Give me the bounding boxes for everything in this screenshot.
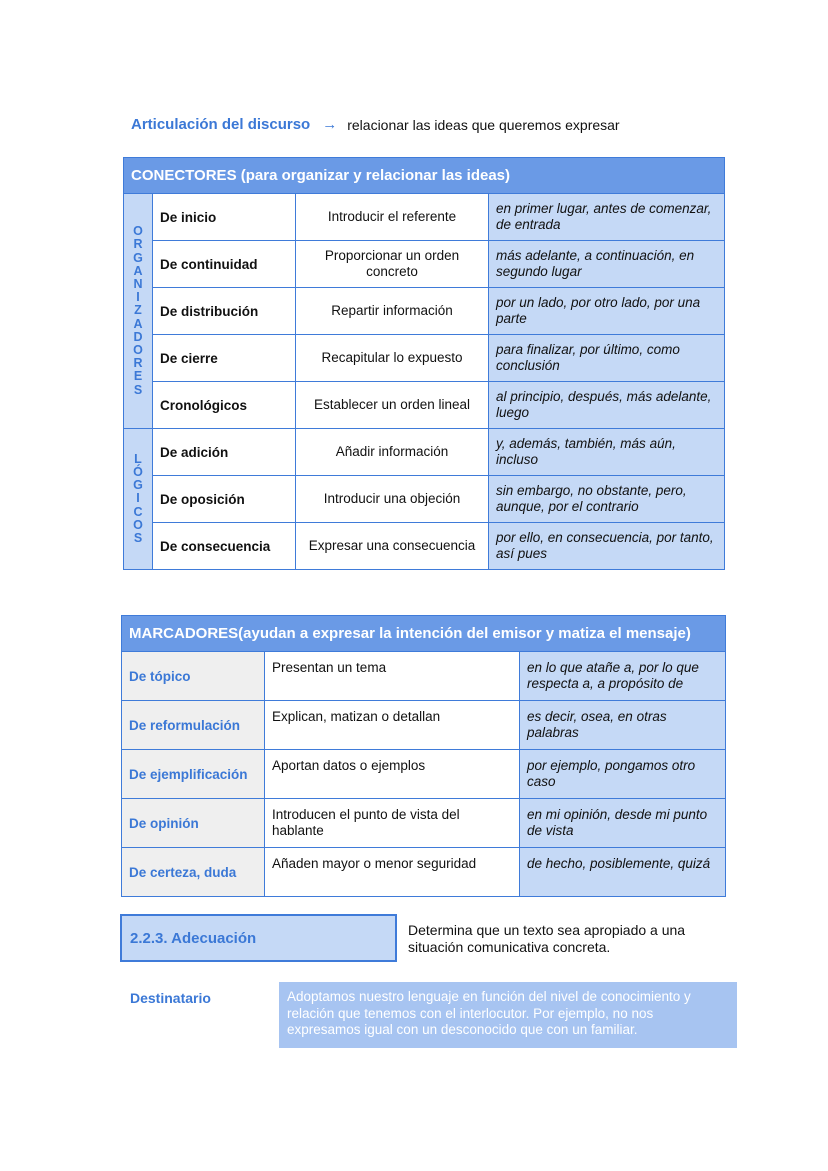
destinatario-label: Destinatario	[130, 990, 211, 1006]
markers-header: MARCADORES(ayudan a expresar la intención del emisor y matiza el mensaje)	[122, 616, 726, 652]
connectors-table	[123, 157, 725, 570]
vertical-letter: L	[134, 451, 142, 466]
connector-examples: para finalizar, por último, como conclusión	[489, 335, 725, 382]
connector-name: Cronológicos	[153, 382, 296, 429]
connector-examples: al principio, después, más adelante, luego	[489, 382, 725, 429]
marker-function: Introducen el punto de vista del hablante	[265, 799, 520, 848]
vertical-letter: O	[133, 224, 143, 239]
connector-function: Recapitular lo expuesto	[296, 335, 489, 382]
vertical-letter: Z	[134, 303, 142, 318]
marker-examples: por ejemplo, pongamos otro caso	[520, 750, 726, 799]
vertical-letter: N	[133, 276, 143, 291]
connector-name: De inicio	[153, 194, 296, 241]
heading-title: Articulación del discurso	[131, 116, 311, 133]
vertical-letter: A	[133, 263, 143, 278]
connector-function: Añadir información	[296, 429, 489, 476]
connector-function: Introducir una objeción	[296, 476, 489, 523]
marker-name: De certeza, duda	[122, 848, 265, 897]
connector-name: De consecuencia	[153, 523, 296, 570]
connector-examples: más adelante, a continuación, en segundo lugar	[489, 241, 725, 288]
connector-function: Proporcionar un orden concreto	[296, 241, 489, 288]
vertical-letter: D	[133, 329, 143, 344]
connector-function: Expresar una consecuencia	[296, 523, 489, 570]
connector-name: De adición	[153, 429, 296, 476]
vertical-letter: A	[133, 316, 143, 331]
connector-function: Establecer un orden lineal	[296, 382, 489, 429]
marker-function: Presentan un tema	[265, 652, 520, 701]
vertical-letter: O	[133, 517, 143, 532]
marker-name: De opinión	[122, 799, 265, 848]
adecuacion-description: Determina que un texto sea apropiado a una situación comunicativa concreta.	[408, 922, 686, 955]
section-heading	[131, 116, 620, 133]
marker-function: Añaden mayor o menor seguridad	[265, 848, 520, 897]
vertical-letter: O	[133, 343, 143, 357]
vertical-letter: I	[136, 491, 140, 506]
vertical-letter: C	[133, 504, 143, 519]
markers-table	[121, 615, 726, 897]
connector-name: De cierre	[153, 335, 296, 382]
vertical-letter: G	[133, 250, 143, 265]
marker-examples: en mi opinión, desde mi punto de vista	[520, 799, 726, 848]
vertical-letter: I	[136, 290, 140, 305]
marker-function: Explican, matizan o detallan	[265, 701, 520, 750]
vertical-letter: Ó	[133, 464, 143, 479]
connector-name: De distribución	[153, 288, 296, 335]
marker-name: De ejemplificación	[122, 750, 265, 799]
connector-examples: y, además, también, más aún, incluso	[489, 429, 725, 476]
vertical-letter: S	[133, 382, 143, 397]
connector-name: De continuidad	[153, 241, 296, 288]
vertical-letter: R	[133, 237, 143, 252]
connector-examples: por ello, en consecuencia, por tanto, así pues	[489, 523, 725, 570]
connector-function: Introducir el referente	[296, 194, 489, 241]
marker-examples: en lo que atañe a, por lo que respecta a, a propósito de	[520, 652, 726, 701]
connector-name: De oposición	[153, 476, 296, 523]
destinatario-text: Adoptamos nuestro lenguaje en función del nivel de conocimiento y relación que tenemos con el interlocutor. Por ejemplo, no nos expresamos igual con un desconocido que con un familiar.	[279, 982, 737, 1048]
vertical-letter: S	[133, 531, 143, 545]
arrow-icon: →	[322, 116, 338, 133]
marker-name: De tópico	[122, 652, 265, 701]
connectors-header: CONECTORES (para organizar y relacionar las ideas)	[124, 158, 725, 194]
organizadores-vertical-label	[124, 194, 153, 429]
marker-examples: de hecho, posiblemente, quizá	[520, 848, 726, 897]
vertical-letter: E	[133, 369, 143, 384]
adecuacion-title: 2.2.3. Adecuación	[120, 914, 397, 962]
vertical-letter: G	[133, 478, 143, 493]
connector-function: Repartir información	[296, 288, 489, 335]
connector-examples: por un lado, por otro lado, por una parte	[489, 288, 725, 335]
connector-examples: sin embargo, no obstante, pero, aunque, por el contrario	[489, 476, 725, 523]
marker-function: Aportan datos o ejemplos	[265, 750, 520, 799]
vertical-letter: R	[133, 356, 143, 371]
heading-subtitle: relacionar las ideas que queremos expresar	[347, 116, 620, 133]
connector-examples: en primer lugar, antes de comenzar, de entrada	[489, 194, 725, 241]
marker-examples: es decir, osea, en otras palabras	[520, 701, 726, 750]
marker-name: De reformulación	[122, 701, 265, 750]
logicos-vertical-label	[124, 429, 153, 570]
